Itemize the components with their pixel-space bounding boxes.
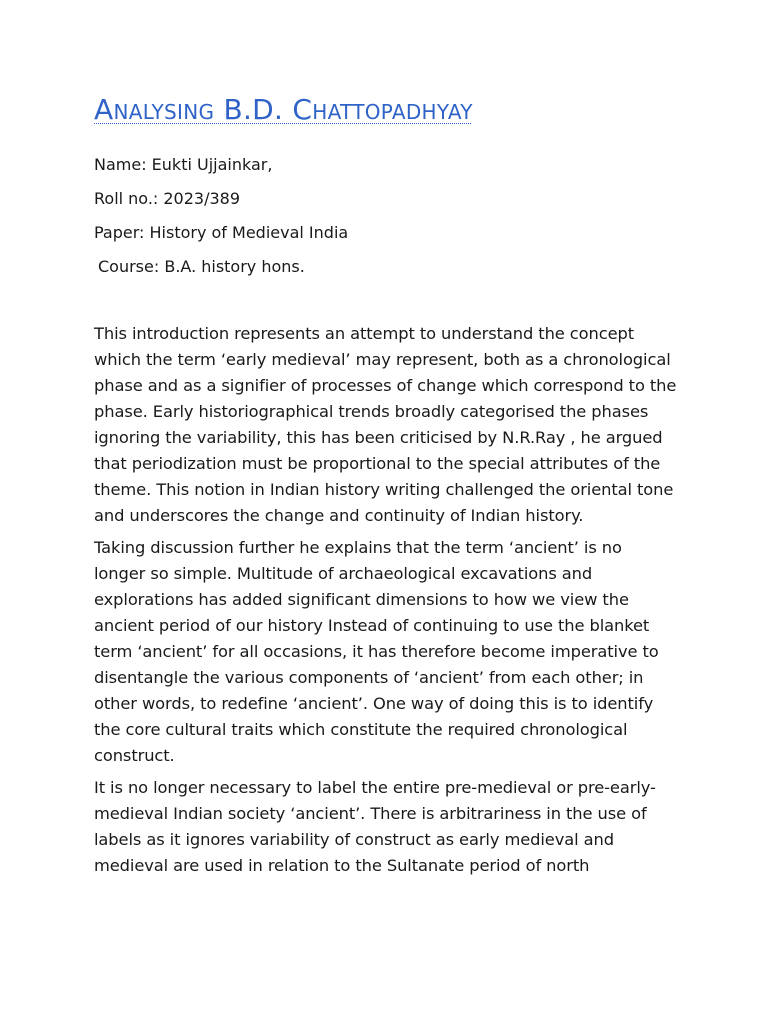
course-name: Course: B.A. history hons. (98, 257, 305, 276)
paragraph-labels: It is no longer necessary to label the entire pre-medieval or pre-early-medieval Indian society ‘ancient’. There is arbitrariness in the use of labels as it ignores variability of construct as early medieval and medieval are used in relation to the Sultanate period of north (94, 778, 656, 875)
section-spacer (94, 284, 678, 321)
student-name: Name: Eukti Ujjainkar, (94, 155, 273, 174)
paragraph-ancient-term: Taking discussion further he explains that the term ‘ancient’ is no longer so simple. Multitude of archaeological excavations and explorations has added significant dimensions to how we view the ancient period of our history Instead of continuing to use the blanket term ‘ancient’ for all occasions, it has therefore become imperative to disentangle the various components of ‘ancient’ from each other; in other words, to redefine ‘ancient’. One way of doing this is to identify the core cultural traits which constitute the required chronological construct. (94, 538, 659, 765)
paragraph-introduction: This introduction represents an attempt to understand the concept which the term ‘early medieval’ may represent, both as a chronological phase and as a signifier of processes of change which correspond to the phase. Early historiographical trends broadly categorised the phases ignoring the variability, this has been criticised by N.R.Ray , he argued that periodization must be proportional to the special attributes of the theme. This notion in Indian history writing challenged the oriental tone and underscores the change and continuity of Indian history. (94, 324, 677, 525)
roll-number: Roll no.: 2023/389 (94, 189, 241, 208)
document-title: Analysing B.D. Chattopadhyay (94, 93, 473, 126)
paper-name: Paper: History of Medieval India (94, 223, 349, 242)
document-page (94, 90, 678, 885)
